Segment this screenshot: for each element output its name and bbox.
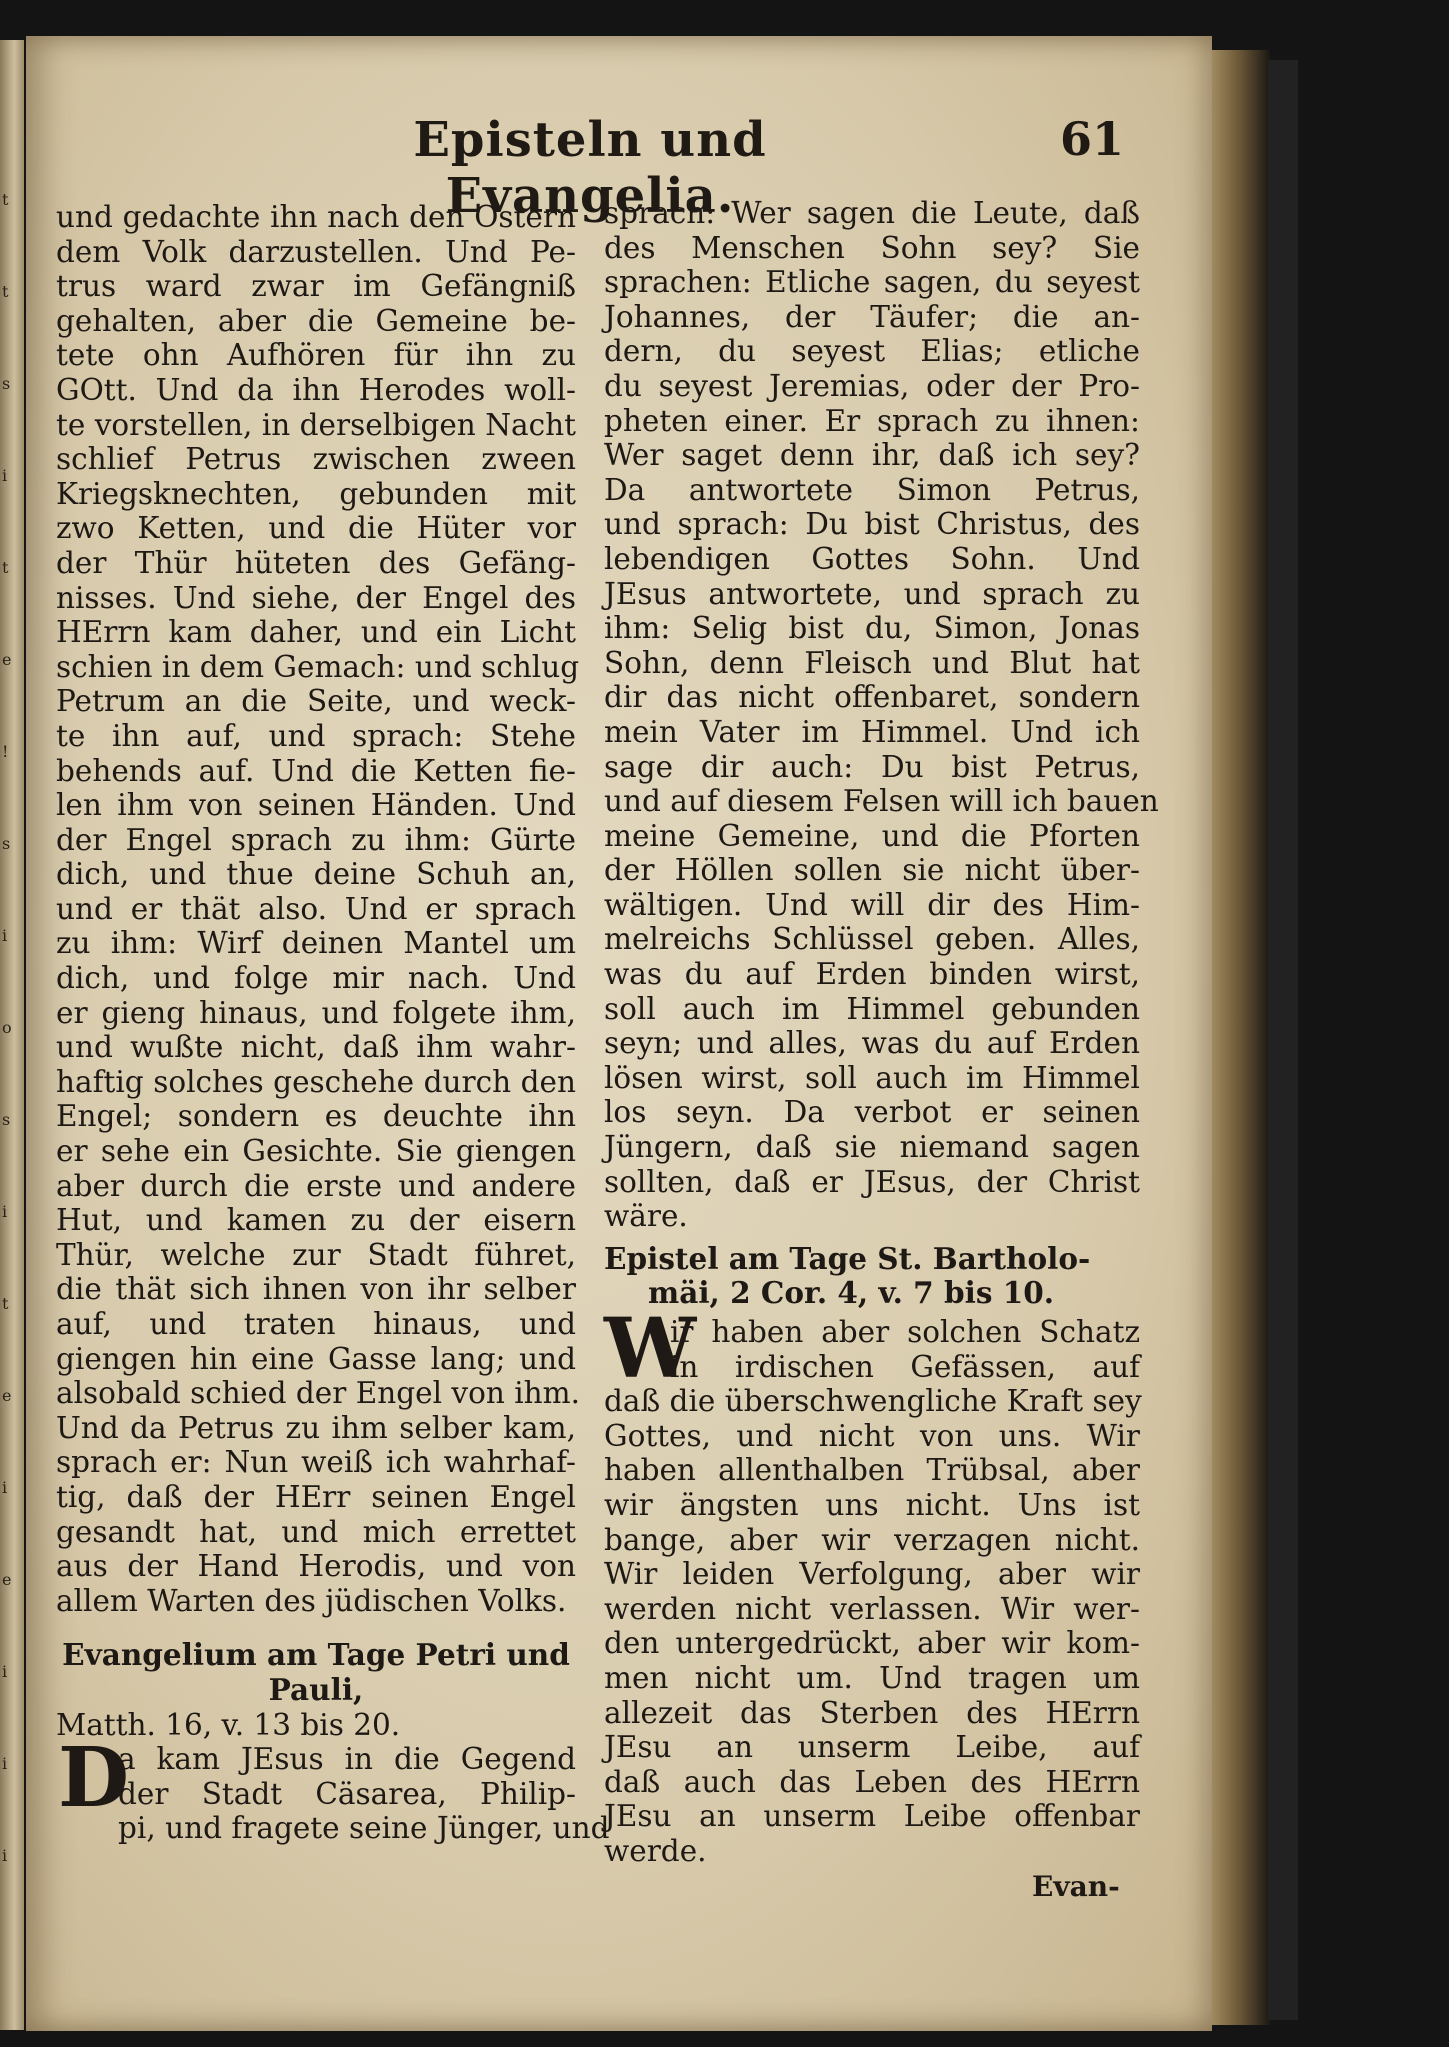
text-line: Petrum an die Seite, und weck- <box>56 684 576 719</box>
text-line: der Stadt Cäsarea, Philip- <box>118 1776 576 1811</box>
gospel-reference: Matth. 16, v. 13 bis 20. <box>56 1707 401 1742</box>
page-block-edge <box>1212 50 1270 2025</box>
text-line: dern, du seyest Elias; etliche <box>604 334 1140 369</box>
text-line: nisses. Und siehe, der Engel des <box>56 580 576 615</box>
text-line: a kam JEsus in die Gegend <box>118 1742 576 1777</box>
text-line: men nicht um. Und tragen um <box>604 1660 1140 1695</box>
catchword: Evan- <box>1032 1870 1120 1903</box>
text-line: zwo Ketten, und die Hüter vor <box>56 511 576 546</box>
text-line: pi, und fragete seine Jünger, und <box>118 1811 610 1846</box>
text-line: dich, und thue deine Schuh an, <box>56 857 576 892</box>
text-line: JEsu an unserm Leibe, auf <box>604 1730 1140 1765</box>
text-line: Kriegsknechten, gebunden mit <box>56 476 576 511</box>
text-line: und er thät also. Und er sprach <box>56 891 576 926</box>
text-line: du seyest Jeremias, oder der Pro- <box>604 368 1140 403</box>
epistle-paragraph <box>604 1301 1142 1869</box>
epistle-heading: Epistel am Tage St. Bartholo- <box>604 1240 1091 1276</box>
text-line: mein Vater im Himmel. Und ich <box>604 714 1140 749</box>
text-line: Hut, und kamen zu der eisern <box>56 1203 576 1238</box>
text-line: und gedachte ihn nach den Ostern <box>56 200 576 234</box>
text-line: er gieng hinaus, und folgete ihm, <box>56 995 576 1030</box>
text-line: allezeit das Sterben des HErrn <box>604 1695 1140 1730</box>
text-line: in irdischen Gefässen, auf <box>670 1349 1140 1384</box>
margin-mark: t <box>2 558 9 577</box>
text-line: Und da Petrus zu ihm selber kam, <box>56 1410 576 1445</box>
epistle-heading-cont: mäi, 2 Cor. 4, v. 7 bis 10. <box>648 1275 1055 1311</box>
text-line: der Engel sprach zu ihm: Gürte <box>56 822 576 857</box>
text-line: trus ward zwar im Gefängniß <box>56 269 576 304</box>
text-line: JEsu an unserm Leibe offenbar <box>604 1799 1140 1834</box>
book-cover-edge <box>1268 60 1298 2020</box>
text-line: dem Volk darzustellen. Und Pe- <box>56 234 576 269</box>
text-line: Wer saget denn ihr, daß ich sey? <box>604 438 1140 473</box>
text-line: Gottes, und nicht von uns. Wir <box>604 1418 1140 1453</box>
text-line: HErrn kam daher, und ein Licht <box>56 615 576 650</box>
text-line: giengen hin eine Gasse lang; und <box>56 1341 576 1376</box>
margin-mark: i <box>2 1662 8 1681</box>
text-line: Sohn, denn Fleisch und Blut hat <box>604 645 1140 680</box>
margin-mark: i <box>2 1846 8 1865</box>
text-line: den untergedrückt, aber wir kom- <box>604 1626 1140 1661</box>
gospel-heading: Evangelium am Tage Petri und <box>62 1637 570 1673</box>
text-line: tete ohn Aufhören für ihn zu <box>56 338 576 373</box>
text-line: aber durch die erste und andere <box>56 1168 576 1203</box>
text-line: Thür, welche zur Stadt führet, <box>56 1237 576 1272</box>
text-line: behends auf. Und die Ketten fie- <box>56 753 576 788</box>
text-line: und sprach: Du bist Christus, des <box>604 507 1140 542</box>
text-line: wäre. <box>604 1199 688 1234</box>
text-line: des Menschen Sohn sey? Sie <box>604 230 1140 265</box>
text-line: dir das nicht offenbaret, sondern <box>604 680 1140 715</box>
text-line: te vorstellen, in derselbigen Nacht <box>56 407 576 442</box>
text-line: und wußte nicht, daß ihm wahr- <box>56 1030 576 1065</box>
text-line: allem Warten des jüdischen Volks. <box>56 1583 567 1618</box>
text-line: wältigen. Und will dir des Him- <box>604 887 1140 922</box>
text-line: zu ihm: Wirf deinen Mantel um <box>56 926 576 961</box>
text-line: wir ängsten uns nicht. Uns ist <box>604 1487 1140 1522</box>
text-line: dich, und folge mir nach. Und <box>56 961 576 996</box>
margin-mark: i <box>2 1754 8 1773</box>
left-body-text <box>56 200 580 1618</box>
text-line: er sehe ein Gesichte. Sie giengen <box>56 1134 576 1169</box>
text-line: JEsus antwortete, und sprach zu <box>604 576 1140 611</box>
text-line: sprach er: Nun weiß ich wahrhaf- <box>56 1445 576 1480</box>
text-line: Johannes, der Täufer; die an- <box>604 299 1140 334</box>
text-line: was du auf Erden binden wirst, <box>604 957 1140 992</box>
text-line: lebendigen Gottes Sohn. Und <box>604 541 1140 576</box>
page-number: 61 <box>1060 112 1125 166</box>
text-line: len ihm von seinen Händen. Und <box>56 788 576 823</box>
right-text-column <box>604 196 1159 1869</box>
epistle-dropcap: W <box>604 1301 697 1397</box>
gospel-text <box>56 1742 610 1846</box>
text-line: gesandt hat, und mich errettet <box>56 1514 576 1549</box>
gospel-heading-cont: Pauli, <box>268 1671 364 1707</box>
text-line: gehalten, aber die Gemeine be- <box>56 303 576 338</box>
margin-mark: s <box>2 374 11 393</box>
text-line: Jüngern, daß sie niemand sagen <box>604 1130 1140 1165</box>
text-line: soll auch im Himmel gebunden <box>604 991 1140 1026</box>
margin-mark: e <box>2 1386 12 1405</box>
text-line: sollten, daß er JEsus, der Christ <box>604 1164 1140 1199</box>
text-line: tig, daß der HErr seinen Engel <box>56 1479 576 1514</box>
text-line: haftig solches geschehe durch den <box>56 1064 576 1099</box>
margin-mark: t <box>2 1294 9 1313</box>
text-line: daß auch das Leben des HErrn <box>604 1764 1140 1799</box>
text-line: werde. <box>604 1833 707 1868</box>
text-line: alsobald schied der Engel von ihm. <box>56 1376 580 1411</box>
text-line: sage dir auch: Du bist Petrus, <box>604 749 1140 784</box>
right-body-text <box>604 196 1159 1234</box>
text-line: sprach: Wer sagen die Leute, daß <box>604 196 1140 230</box>
margin-mark: i <box>2 926 8 945</box>
text-line: haben allenthalben Trübsal, aber <box>604 1453 1140 1488</box>
text-line: der Höllen sollen sie nicht über- <box>604 853 1140 888</box>
margin-mark: s <box>2 834 11 853</box>
margin-mark: t <box>2 190 9 209</box>
text-line: schlief Petrus zwischen zween <box>56 442 576 477</box>
text-line: und auf diesem Felsen will ich bauen <box>604 784 1159 819</box>
running-head: Episteln und Evangelia. <box>413 112 767 224</box>
text-line: los seyn. Da verbot er seinen <box>604 1095 1140 1130</box>
text-line: auf, und traten hinaus, und <box>56 1307 576 1341</box>
text-line: seyn; und alles, was du auf Erden <box>604 1026 1140 1061</box>
text-line: lösen wirst, soll auch im Himmel <box>604 1060 1140 1095</box>
gospel-paragraph <box>56 1730 610 1846</box>
text-line: die thät sich ihnen von ihr selber <box>56 1272 576 1307</box>
text-line: ihm: Selig bist du, Simon, Jonas <box>604 611 1140 646</box>
text-line: schien in dem Gemach: und schlug <box>56 649 580 684</box>
margin-mark: ! <box>2 742 9 761</box>
text-line: Wir leiden Verfolgung, aber wir <box>604 1557 1140 1592</box>
gospel-dropcap: D <box>58 1730 130 1827</box>
margin-mark: t <box>2 282 9 301</box>
margin-mark: i <box>2 1202 8 1221</box>
text-line: melreichs Schlüssel geben. Alles, <box>604 922 1140 957</box>
text-line: Engel; sondern es deuchte ihn <box>56 1099 576 1134</box>
margin-mark: s <box>2 1110 11 1129</box>
text-line: GOtt. Und da ihn Herodes woll- <box>56 372 576 407</box>
previous-page-edge <box>0 40 24 2030</box>
text-line: meine Gemeine, und die Pforten <box>604 818 1140 853</box>
text-line: daß die überschwengliche Kraft sey <box>604 1384 1142 1419</box>
epistle-text <box>604 1315 1140 1869</box>
margin-mark: o <box>2 1018 12 1037</box>
text-line: sprachen: Etliche sagen, du seyest <box>604 265 1140 300</box>
text-line: Da antwortete Simon Petrus, <box>604 472 1140 507</box>
text-line: werden nicht verlassen. Wir wer- <box>604 1591 1140 1626</box>
margin-mark: i <box>2 1478 8 1497</box>
text-line: aus der Hand Herodis, und von <box>56 1549 576 1584</box>
text-line: ir haben aber solchen Schatz <box>670 1315 1140 1349</box>
text-line: te ihn auf, und sprach: Stehe <box>56 718 576 753</box>
text-line: bange, aber wir verzagen nicht. <box>604 1522 1140 1557</box>
margin-mark: i <box>2 466 8 485</box>
margin-mark: e <box>2 650 12 669</box>
text-line: der Thür hüteten des Gefäng- <box>56 545 576 580</box>
left-text-column <box>56 200 610 1846</box>
text-line: pheten einer. Er sprach zu ihnen: <box>604 403 1140 438</box>
margin-mark: e <box>2 1570 12 1589</box>
